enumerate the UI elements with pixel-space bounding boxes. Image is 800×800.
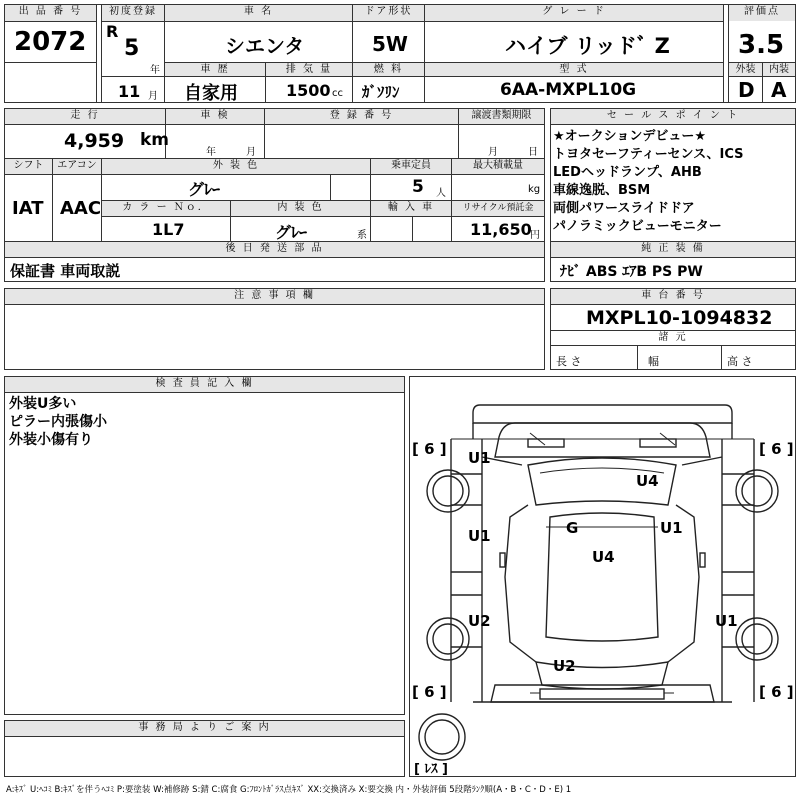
grade: ハイブ リッドﾞ Z: [505, 34, 670, 58]
inspection-label: 車 検: [166, 109, 264, 124]
lot-number-label: 出 品 番 号: [5, 5, 96, 21]
sales-point-label: セ ー ル ス ポ イ ン ト: [551, 109, 795, 124]
recycle-fee: 11,650: [470, 220, 532, 239]
capacity-unit: 人: [436, 188, 446, 199]
interior-grade-label: 内装: [763, 63, 795, 76]
later-parts: 保証書 車両取説: [10, 262, 121, 280]
inspector-notes: [9, 395, 107, 449]
width-label: 幅: [648, 355, 659, 368]
exterior-grade: D: [738, 78, 755, 102]
capacity-label: 乗車定員: [371, 159, 451, 174]
displacement-unit: cc: [332, 88, 343, 99]
ac-label: エアコン: [53, 159, 101, 174]
lot-number: 2072: [14, 27, 87, 57]
mileage-unit: km: [140, 130, 170, 150]
damage-diagram: [409, 376, 796, 777]
transfer-month-unit: 月: [488, 147, 498, 158]
transfer-deadline-label: 譲渡書類期限: [459, 109, 544, 124]
capacity: 5: [412, 177, 424, 197]
recycle-unit: 円: [530, 230, 540, 241]
fuel: ｶﾞｿﾘﾝ: [362, 83, 400, 101]
reg-number-label: 登 録 番 号: [265, 109, 458, 124]
sales-point-line: LEDヘッドランプ、AHB: [553, 165, 702, 180]
later-parts-label: 後 日 発 送 部 品: [5, 242, 544, 257]
equipment-label: 純 正 装 備: [551, 242, 795, 257]
tire-front-right: [ 6 ]: [759, 440, 794, 458]
interior-color-suffix: 系: [357, 230, 367, 241]
inspector-note: 外装U多い: [9, 396, 77, 412]
exterior-color: グﾚｰ: [188, 180, 221, 199]
inspector-note: ピラー内張傷小: [9, 414, 107, 430]
first-registration-label: 初度登録: [102, 5, 164, 21]
inspection-month-unit: 月: [246, 147, 256, 158]
damage-mark: U4: [592, 548, 615, 566]
color-number: 1L7: [152, 220, 185, 239]
history: 自家用: [184, 83, 238, 104]
equipment: ﾅﾋﾞ ABS ｴｱB PS PW: [560, 264, 703, 280]
damage-mark: G: [566, 519, 579, 537]
shift-value: IAT: [12, 198, 44, 219]
mileage-label: 走 行: [5, 109, 165, 124]
damage-mark: U1: [468, 527, 491, 545]
height-label: 高 さ: [727, 355, 753, 368]
damage-mark: U4: [636, 472, 659, 490]
car-outline-diagram: [410, 377, 795, 776]
tire-front-left: [ 6 ]: [412, 440, 447, 458]
sales-point-line: ★オークションデビュー★: [553, 129, 707, 144]
model: 6AA-MXPL10G: [500, 80, 637, 100]
sales-point-line: 両側パワースライドドア: [553, 201, 695, 216]
interior-color: グﾚｰ: [275, 223, 308, 242]
tire-rear-right: [ 6 ]: [759, 683, 794, 701]
inspector-note: 外装小傷有り: [9, 432, 93, 448]
import-label: 輸 入 車: [371, 201, 451, 216]
era: R: [106, 22, 119, 41]
inspection-year-unit: 年: [206, 147, 216, 158]
car-name-label: 車 名: [165, 5, 352, 21]
year-unit: 年: [150, 65, 160, 76]
color-number-label: カ ラ ー Ｎｏ．: [102, 201, 230, 216]
grade-label: グ レ ー ド: [425, 5, 723, 21]
damage-mark: U1: [468, 449, 491, 467]
notes-label: 注 意 事 項 欄: [5, 289, 544, 304]
door-type: 5W: [372, 32, 408, 56]
sales-point-list: [553, 128, 793, 236]
specs-label: 諸 元: [551, 331, 795, 345]
car-name: シエンタ: [225, 34, 305, 58]
sales-point-line: トヨタセーフティーセンス、ICS: [553, 147, 744, 162]
model-label: 型 式: [425, 63, 723, 76]
door-label: ドア形状: [353, 5, 424, 21]
ac-value: AAC: [60, 198, 102, 219]
mileage: 4,959: [64, 130, 125, 152]
interior-grade: A: [771, 78, 787, 102]
chassis-number-label: 車 台 番 号: [551, 289, 795, 304]
legend: A:ｷｽﾞ U:ﾍｺﾐ B:ｷｽﾞを伴うﾍｺﾐ P:要塗装 W:補修跡 S:錆 C:腐食 G:ﾌﾛﾝﾄｶﾞﾗｽ点ｷｽﾞ XX:交換済み X:要交換 内・外装評価 5段階ﾗﾝｸ順(A・B・C・D・E) 1: [6, 785, 572, 795]
recycle-label: リサイクル預託金: [452, 201, 544, 216]
first-reg-year: 5: [124, 36, 140, 61]
damage-mark: U2: [553, 657, 576, 675]
history-label: 車 歴: [165, 63, 265, 76]
chassis-number: MXPL10-1094832: [586, 307, 773, 329]
tire-rear-left: [ 6 ]: [412, 683, 447, 701]
shift-label: シフト: [5, 159, 52, 174]
sales-point-line: 車線逸脱、BSM: [553, 183, 651, 198]
fuel-label: 燃 料: [353, 63, 424, 76]
month-unit: 月: [148, 91, 158, 102]
sales-point-line: パノラミックビューモニター: [553, 219, 722, 234]
damage-mark: U1: [660, 519, 683, 537]
inspector-label: 検 査 員 記 入 欄: [5, 377, 404, 392]
office-label: 事 務 局 よ り ご 案 内: [5, 721, 404, 736]
length-label: 長 さ: [556, 355, 582, 368]
spare-tire-label: [ ﾚｽ ]: [414, 762, 448, 777]
color-label: 外 装 色: [102, 159, 370, 174]
damage-mark: U1: [715, 612, 738, 630]
damage-mark: U2: [468, 612, 491, 630]
score-label: 評価点: [729, 5, 795, 21]
score: 3.5: [738, 30, 785, 60]
first-reg-month: 11: [118, 82, 141, 101]
load-unit: kg: [528, 184, 541, 195]
displacement: 1500: [286, 81, 331, 100]
displacement-label: 排 気 量: [266, 63, 352, 76]
exterior-grade-label: 外装: [729, 63, 762, 76]
max-load-label: 最大積載量: [452, 159, 544, 174]
interior-color-label: 内 装 色: [231, 201, 370, 216]
transfer-day-unit: 日: [528, 147, 538, 158]
